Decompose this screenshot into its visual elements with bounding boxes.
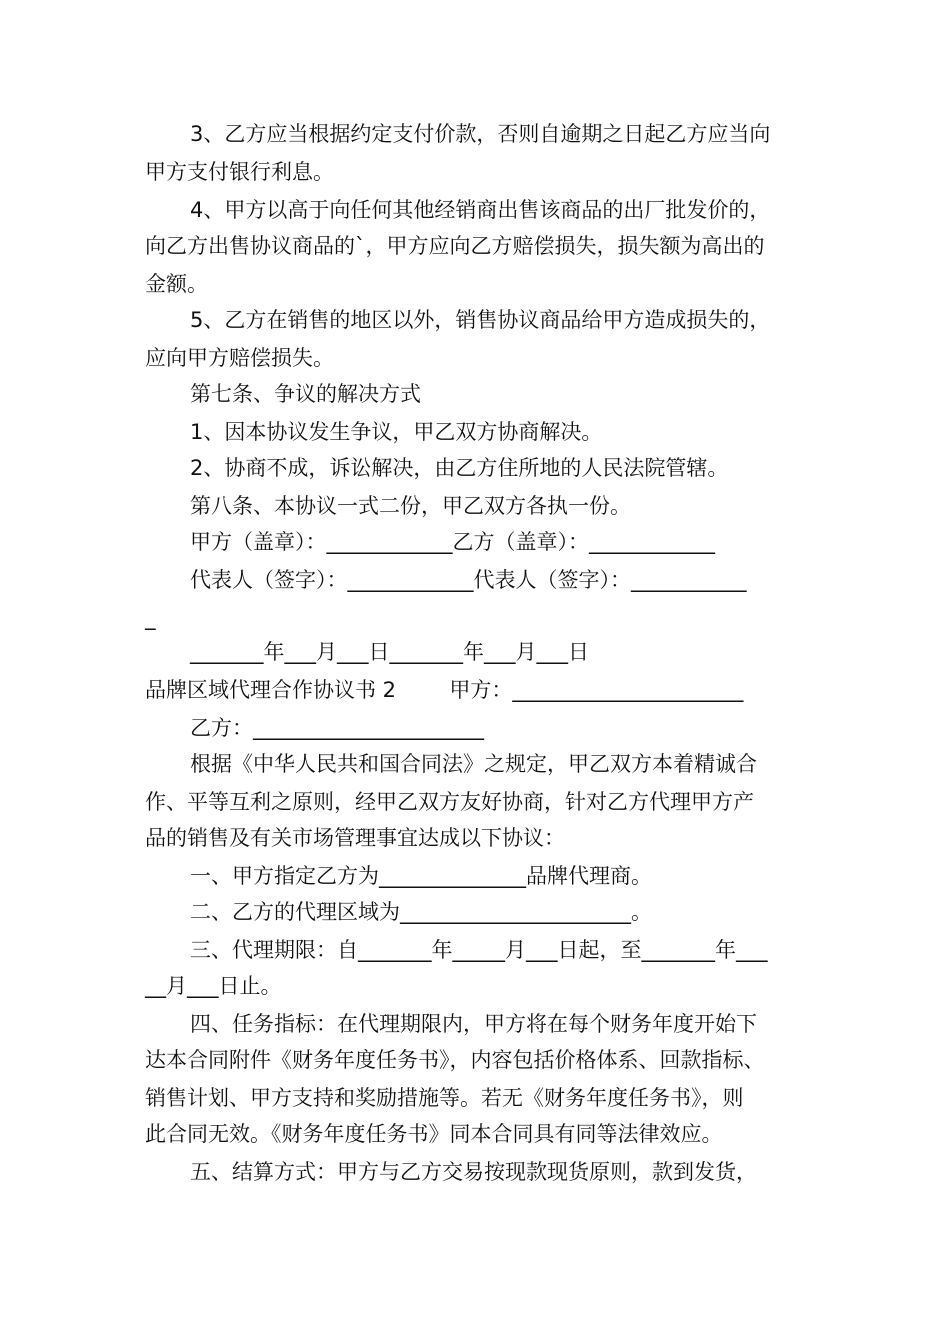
- clause-line: 五、结算方式：甲方与乙方交易按现款现货原则，款到发货，: [190, 1160, 757, 1184]
- document-title: 品牌区域代理合作协议书 2 甲方：______________________: [145, 678, 744, 702]
- clause-line: 四、任务指标：在代理期限内，甲方将在每个财务年度开始下: [190, 1012, 757, 1036]
- text-line: 金额。: [145, 272, 208, 296]
- text-line: 2、协商不成，诉讼解决，由乙方住所地的人民法院管辖。: [190, 456, 729, 480]
- text-line: 5、乙方在销售的地区以外，销售协议商品给甲方造成损失的，: [190, 308, 771, 332]
- text-line: 1、因本协议发生争议，甲乙双方协商解决。: [190, 420, 603, 444]
- signature-line-seal: 甲方（盖章）：____________乙方（盖章）：____________: [190, 530, 715, 554]
- text-line: _: [145, 606, 156, 630]
- clause-line: 三、代理期限：自_______年_____月___日起，至_______年___: [190, 938, 768, 962]
- party-b-line: 乙方：______________________: [190, 716, 484, 740]
- text-line: 作、平等互利之原则，经甲乙双方友好协商，针对乙方代理甲方产: [145, 790, 754, 814]
- text-line: 向乙方出售协议商品的`，甲方应向乙方赔偿损失，损失额为高出的: [145, 234, 765, 258]
- text-line: 甲方支付银行利息。: [145, 160, 334, 184]
- text-line: 此合同无效。《财务年度任务书》同本合同具有同等法律效应。: [145, 1122, 723, 1146]
- clause-line: 二、乙方的代理区域为______________________。: [190, 900, 652, 924]
- clause-line: 一、甲方指定乙方为______________品牌代理商。: [190, 864, 652, 888]
- text-line: 品的销售及有关市场管理事宜达成以下协议：: [145, 826, 565, 850]
- date-line: _______年___月___日_______年___月___日: [190, 640, 589, 664]
- section-heading: 第七条、争议的解决方式: [190, 382, 421, 406]
- text-line: __月___日止。: [145, 974, 282, 998]
- section-heading: 第八条、本协议一式二份，甲乙双方各执一份。: [190, 494, 631, 518]
- text-line: 根据《中华人民共和国合同法》之规定，甲乙双方本着精诚合: [190, 752, 757, 776]
- text-line: 达本合同附件《财务年度任务书》，内容包括价格体系、回款指标、: [145, 1048, 765, 1072]
- text-line: 4、甲方以高于向任何其他经销商出售该商品的出厂批发价的，: [190, 198, 771, 222]
- signature-line-representative: 代表人（签字）：____________代表人（签字）：___________: [190, 568, 747, 592]
- text-line: 3、乙方应当根据约定支付价款，否则自逾期之日起乙方应当向: [190, 122, 771, 146]
- text-line: 销售计划、甲方支持和奖励措施等。若无《财务年度任务书》，则: [145, 1086, 744, 1110]
- text-line: 应向甲方赔偿损失。: [145, 346, 334, 370]
